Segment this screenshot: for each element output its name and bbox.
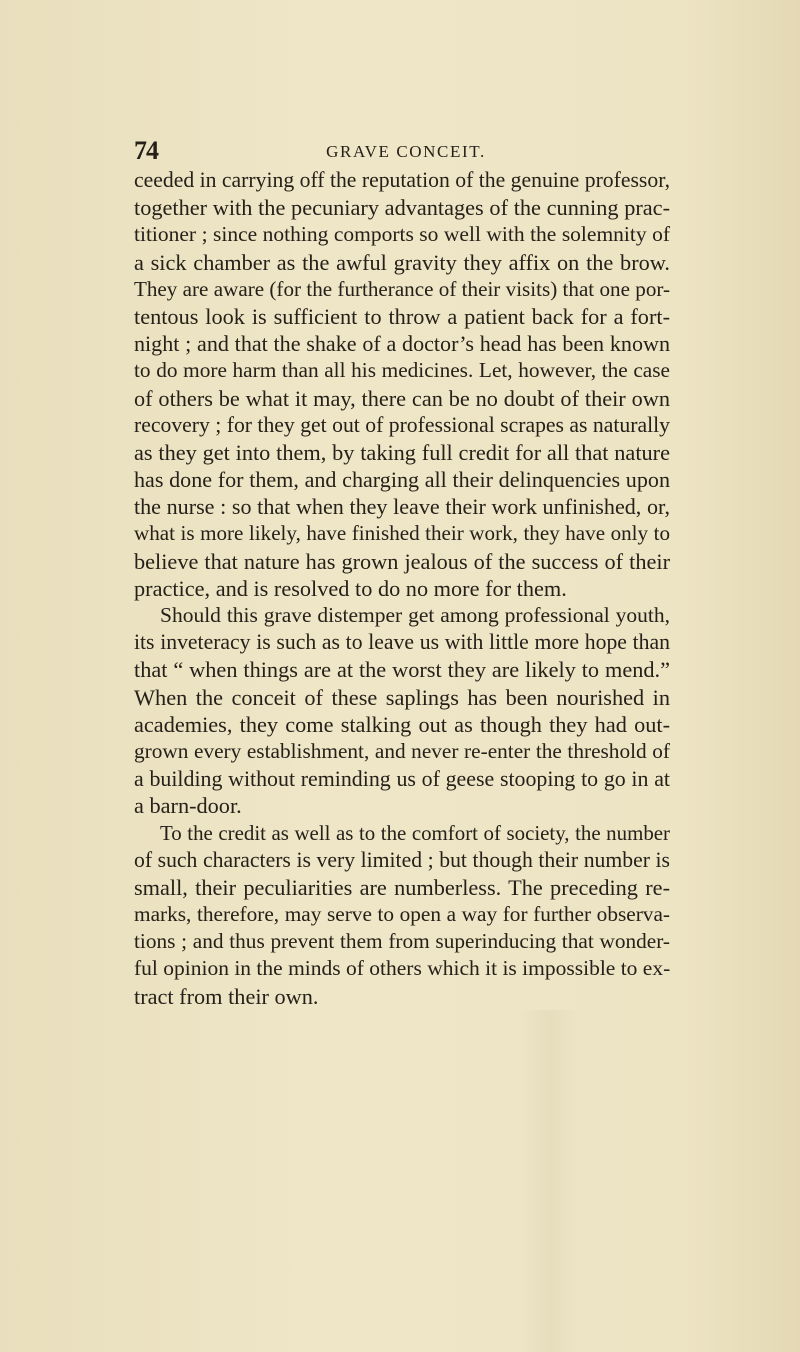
text-line: together with the pecuniary advantages of the cunning prac- [134, 195, 670, 221]
page-shading [520, 1010, 580, 1352]
text-line: a barn-door. [134, 793, 242, 819]
running-head: GRAVE CONCEIT. [326, 142, 486, 161]
text-line: ful opinion in the minds of others which it is impossible to ex- [134, 956, 671, 981]
text-line: practice, and is resolved to do no more for them. [134, 575, 567, 601]
text-line: believe that nature has grown jealous of the success of their [134, 548, 670, 574]
text-line: as they get into them, by taking full credit for all that nature [134, 439, 670, 465]
page-number: 74 [134, 136, 158, 165]
paragraph [134, 602, 670, 820]
text-line: a building without reminding us of geese stooping to go in at [134, 766, 670, 792]
text-line: the nurse : so that when they leave their work unfinished, or, [134, 494, 670, 520]
paragraph [134, 820, 670, 1010]
text-line: night ; and that the shake of a doctor’s head has been known [134, 331, 670, 357]
text-line: grown every establishment, and never re-enter the threshold of [134, 738, 670, 763]
text-line: Should this grave distemper get among professional youth, [160, 603, 670, 627]
text-line: has done for them, and charging all their delinquencies upon [134, 467, 670, 493]
text-line: When the conceit of these saplings has been nourished in [134, 684, 670, 710]
text-line: of others be what it may, there can be no doubt of their own [134, 385, 670, 411]
text-line: tentous look is sufficient to throw a patient back for a fort- [134, 303, 670, 329]
text-line: To the credit as well as to the comfort of society, the number [160, 820, 670, 845]
text-line: tions ; and thus prevent them from superinducing that wonder- [134, 929, 670, 954]
body-text [134, 167, 670, 1010]
text-line: academies, they come stalking out as though they had out- [134, 711, 670, 737]
text-line: that “ when things are at the worst they are likely to mend.” [134, 657, 670, 683]
text-line: of such characters is very limited ; but though their number is [134, 847, 670, 872]
text-line: to do more harm than all his medicines. Let, however, the case [134, 358, 670, 383]
text-line: marks, therefore, may serve to open a way for further observa- [134, 902, 670, 927]
page-header [0, 136, 800, 166]
text-line: tract from their own. [134, 983, 319, 1009]
text-line: its inveteracy is such as to leave us with little more hope than [134, 630, 670, 655]
text-line: They are aware (for the furtherance of their visits) that one por- [134, 276, 670, 301]
text-line: titioner ; since nothing comports so well with the solemnity of [134, 222, 670, 247]
text-line: a sick chamber as the awful gravity they affix on the brow. [134, 249, 670, 275]
text-line: what is more likely, have finished their work, they have only to [134, 521, 670, 546]
text-line: recovery ; for they get out of professional scrapes as naturally [134, 412, 670, 437]
text-line: ceeded in carrying off the reputation of the genuine professor, [134, 168, 670, 192]
paragraph [134, 167, 670, 602]
text-line: small, their peculiarities are numberless. The preceding re- [134, 874, 670, 900]
